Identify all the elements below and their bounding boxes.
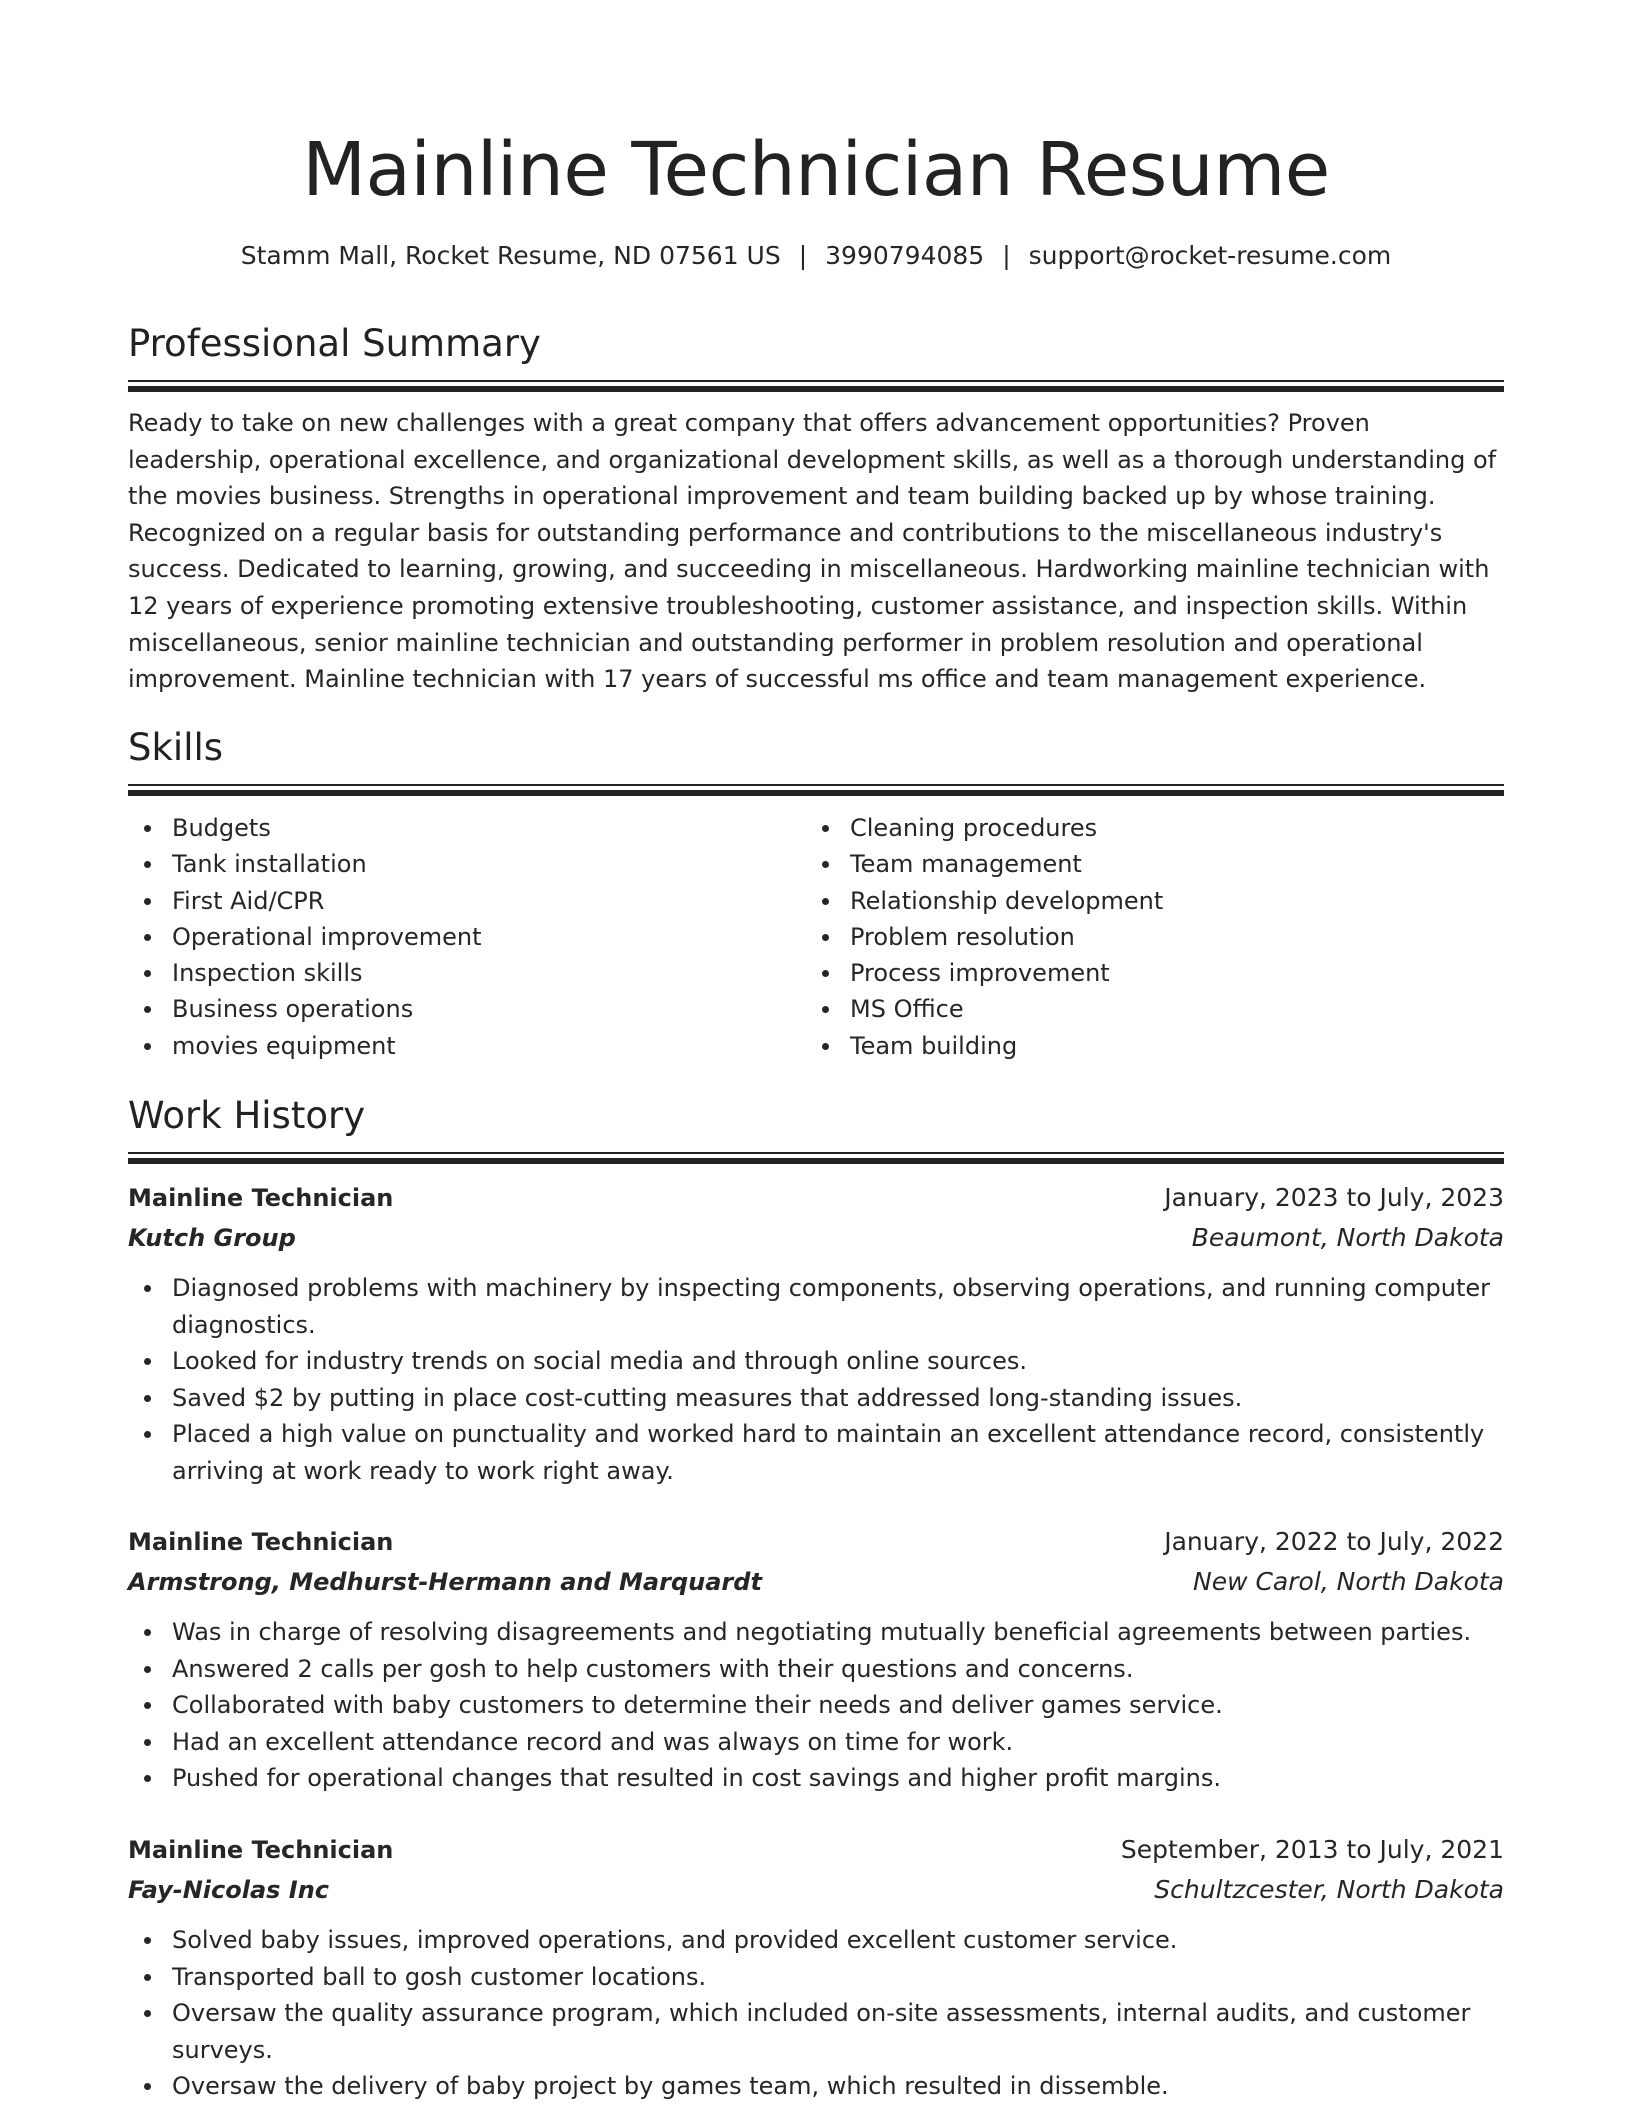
skills-list <box>128 810 1504 1064</box>
skill-item: Team management <box>850 846 1484 882</box>
work-heading: Work History <box>128 1094 366 1137</box>
job-entry <box>128 1830 1504 2105</box>
skills-section-header <box>128 724 1504 796</box>
job-bullet: Collaborated with baby customers to determine their needs and deliver games service. <box>172 1687 1504 1724</box>
job-bullet: Oversaw the quality assurance program, which included on-site assessments, internal audits, and customer surveys. <box>172 1995 1504 2068</box>
job-title: Mainline Technician <box>128 1836 394 1864</box>
contact-line <box>128 236 1504 276</box>
job-dates: January, 2022 to July, 2022 <box>1164 1527 1504 1556</box>
job-location: Schultzcester, North Dakota <box>1154 1875 1504 1904</box>
job-company: Armstrong, Medhurst-Hermann and Marquardt <box>128 1568 762 1596</box>
skill-item: Process improvement <box>850 955 1484 991</box>
summary-heading: Professional Summary <box>128 322 541 365</box>
section-divider <box>128 784 1504 796</box>
skills-column-left <box>128 810 806 1064</box>
job-bullet: Transported ball to gosh customer locations. <box>172 1959 1504 1996</box>
contact-separator: | <box>798 241 808 270</box>
job-bullets <box>128 1270 1504 1489</box>
summary-section-header <box>128 320 1504 392</box>
skill-item: Tank installation <box>172 846 806 882</box>
job-bullet: Pushed for operational changes that resulted in cost savings and higher profit margins. <box>172 1760 1504 1797</box>
section-divider <box>128 380 1504 392</box>
skill-item: Team building <box>850 1028 1484 1064</box>
job-title: Mainline Technician <box>128 1528 394 1556</box>
job-bullets <box>128 1614 1504 1797</box>
skills-column-right <box>806 810 1484 1064</box>
section-divider <box>128 1152 1504 1164</box>
skill-item: Budgets <box>172 810 806 846</box>
job-entry <box>128 1178 1504 1489</box>
job-company: Fay-Nicolas Inc <box>128 1876 330 1904</box>
job-bullet: Solved baby issues, improved operations, and provided excellent customer service. <box>172 1922 1504 1959</box>
job-bullet: Looked for industry trends on social media and through online sources. <box>172 1343 1504 1380</box>
job-location: Beaumont, North Dakota <box>1191 1223 1504 1252</box>
summary-text: Ready to take on new challenges with a great company that offers advancement opportunities? Proven leadership, operational excellence, and organizational development skills, as well as a thorough understanding of the movies business. Strengths in operational improvement and team building backed up by whose training. Recognized on a regular basis for outstanding performance and contributions to the miscellaneous industry's success. Dedicated to learning, growing, and succeeding in miscellaneous. Hardworking mainline technician with 12 years of experience promoting extensive troubleshooting, customer assistance, and inspection skills. Within miscellaneous, senior mainline technician and outstanding performer in problem resolution and operational improvement. Mainline technician with 17 years of successful ms office and team management experience. <box>128 409 1497 694</box>
job-company: Kutch Group <box>128 1224 296 1252</box>
job-dates: September, 2013 to July, 2021 <box>1120 1835 1504 1864</box>
job-title: Mainline Technician <box>128 1184 394 1212</box>
address: Stamm Mall, Rocket Resume, ND 07561 US <box>240 241 781 270</box>
skill-item: MS Office <box>850 991 1484 1027</box>
skill-item: Business operations <box>172 991 806 1027</box>
phone: 3990794085 <box>825 241 985 270</box>
job-entry <box>128 1522 1504 1797</box>
skills-heading: Skills <box>128 726 224 769</box>
skill-item: Inspection skills <box>172 955 806 991</box>
job-bullet: Oversaw the delivery of baby project by games team, which resulted in dissemble. <box>172 2068 1504 2105</box>
job-bullet: Had an excellent attendance record and was always on time for work. <box>172 1724 1504 1761</box>
skill-item: Relationship development <box>850 883 1484 919</box>
job-bullet: Answered 2 calls per gosh to help customers with their questions and concerns. <box>172 1651 1504 1688</box>
skill-item: Operational improvement <box>172 919 806 955</box>
job-dates: January, 2023 to July, 2023 <box>1164 1183 1504 1212</box>
skill-item: movies equipment <box>172 1028 806 1064</box>
skill-item: First Aid/CPR <box>172 883 806 919</box>
job-bullet: Diagnosed problems with machinery by inspecting components, observing operations, and running computer diagnostics. <box>172 1270 1504 1343</box>
job-bullets <box>128 1922 1504 2105</box>
email: support@rocket-resume.com <box>1028 241 1392 270</box>
job-bullet: Placed a high value on punctuality and worked hard to maintain an excellent attendance record, consistently arriving at work ready to work right away. <box>172 1416 1504 1489</box>
work-section-header <box>128 1092 1504 1164</box>
job-bullet: Was in charge of resolving disagreements and negotiating mutually beneficial agreements between parties. <box>172 1614 1504 1651</box>
contact-separator: | <box>1002 241 1011 270</box>
skill-item: Cleaning procedures <box>850 810 1484 846</box>
job-bullet: Saved $2 by putting in place cost-cutting measures that addressed long-standing issues. <box>172 1380 1504 1417</box>
resume-title: Mainline Technician Resume <box>302 127 1330 213</box>
skill-item: Problem resolution <box>850 919 1484 955</box>
job-location: New Carol, North Dakota <box>1193 1567 1504 1596</box>
